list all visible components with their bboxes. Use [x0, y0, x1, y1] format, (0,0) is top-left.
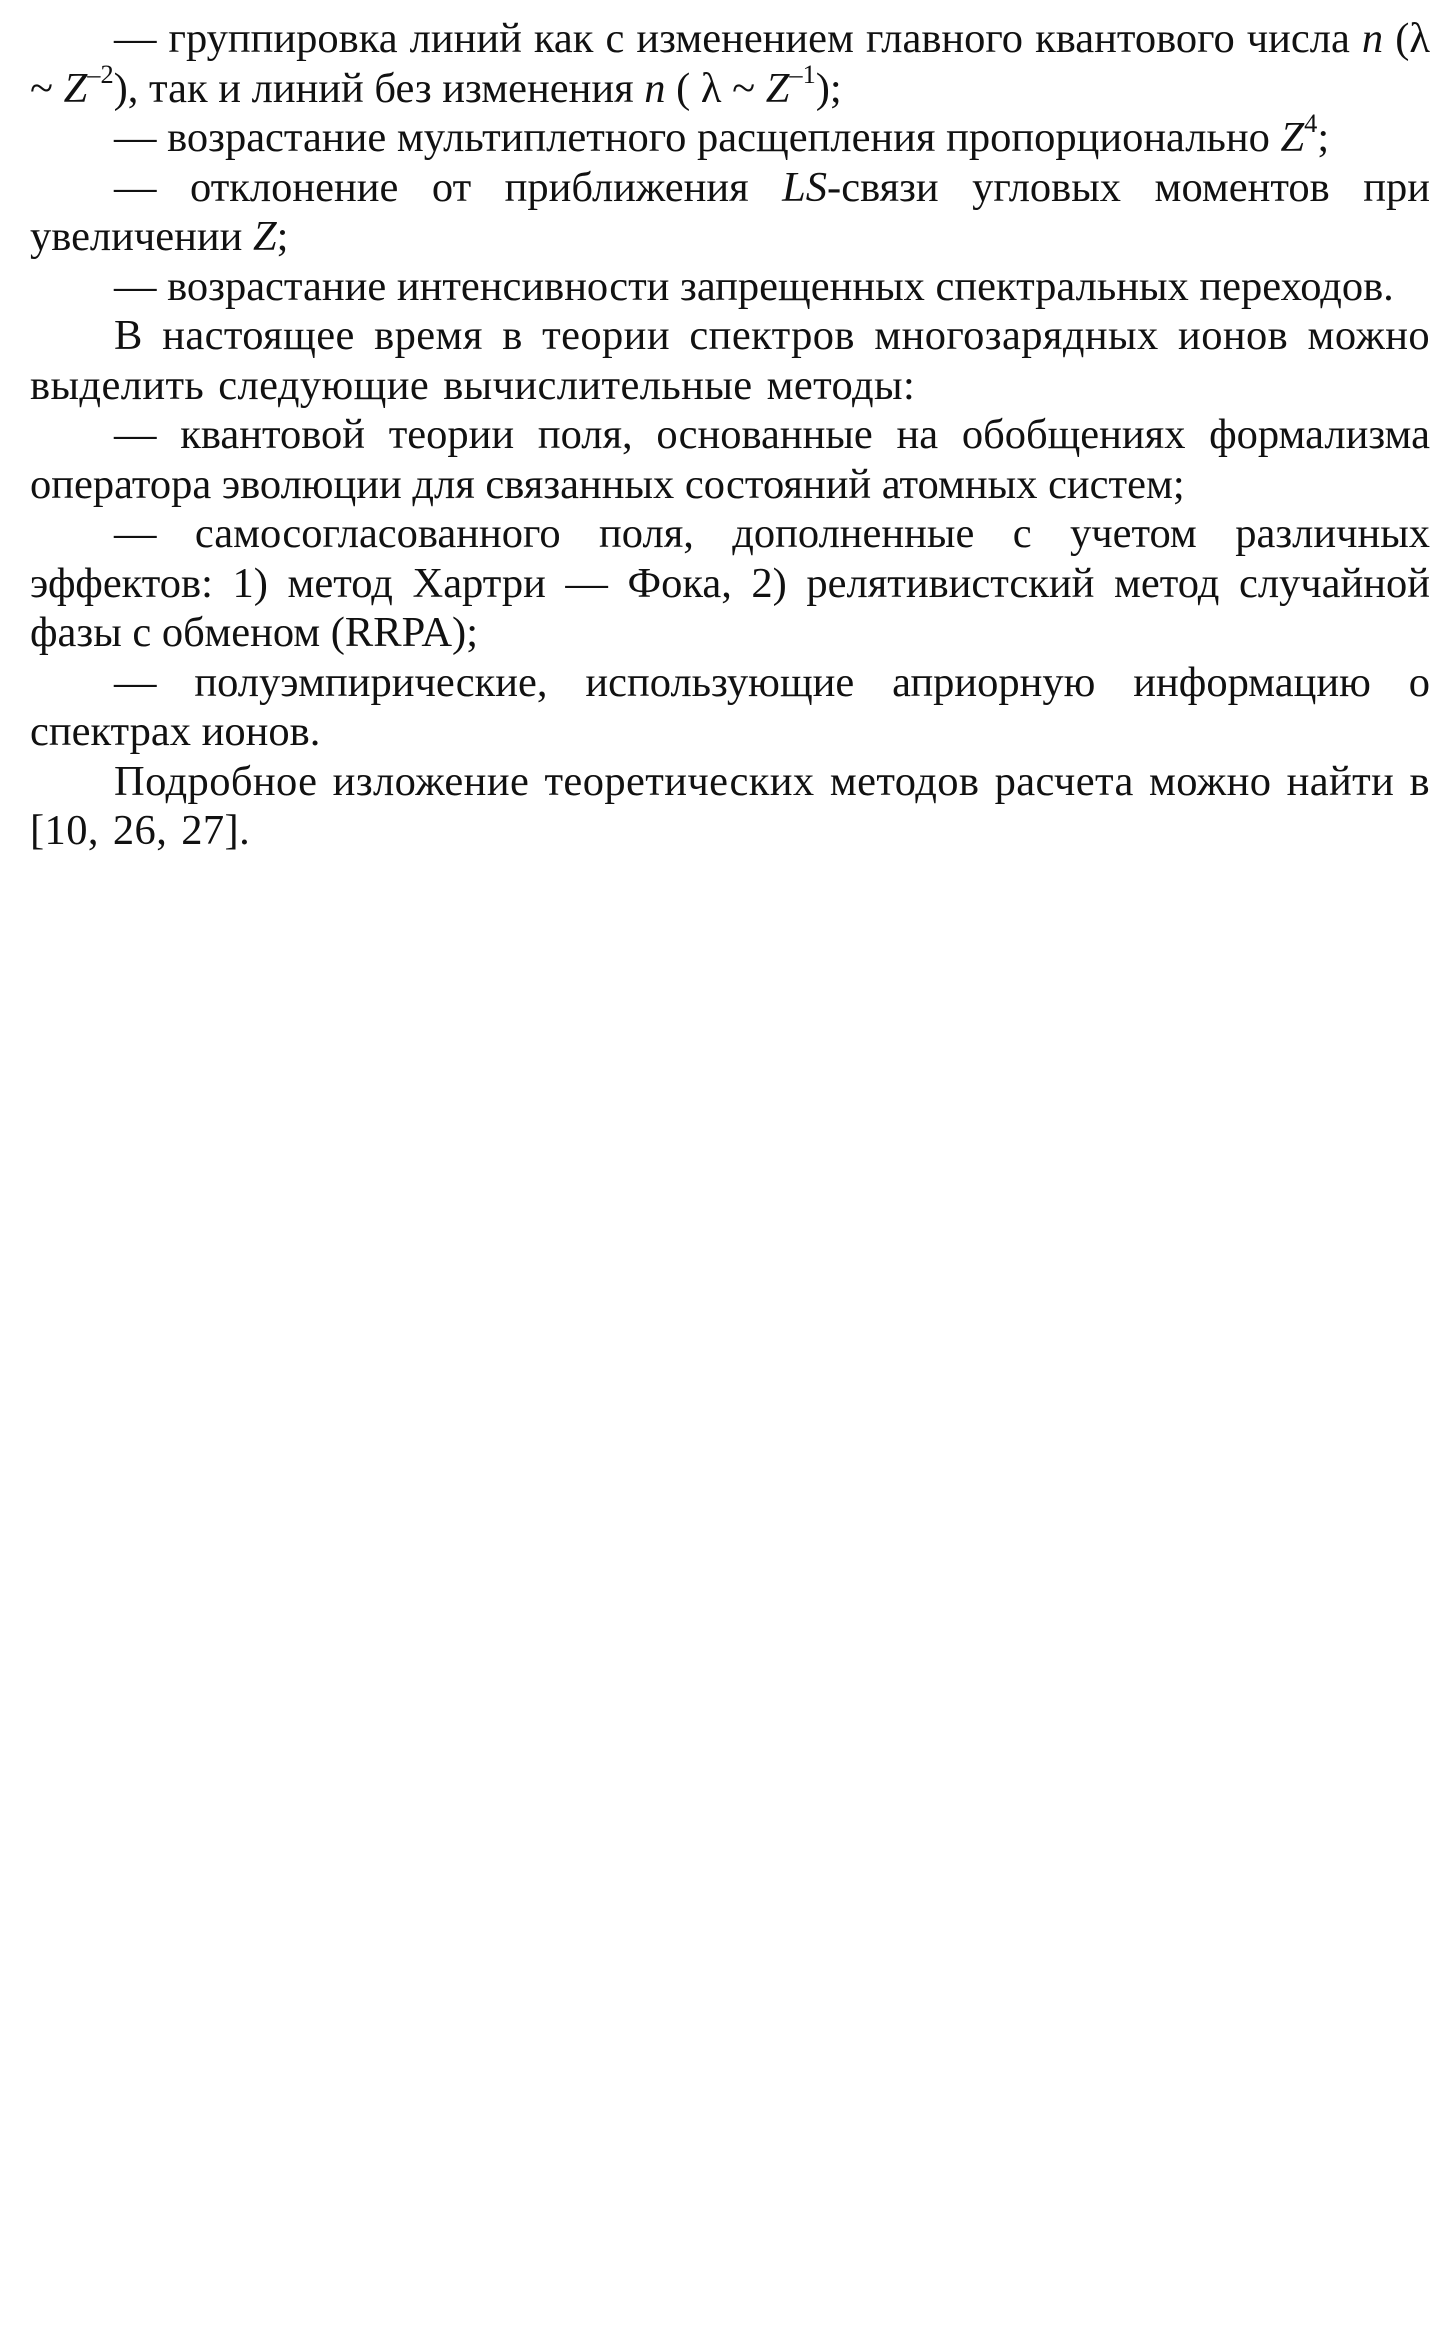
paragraph-ls-coupling: [30, 163, 1430, 262]
exponent: –2: [87, 59, 114, 89]
paragraph-methods-intro: В настоящее время в теории спектров многозарядных ионов можно выделить следующие вычислительные методы:: [30, 312, 1430, 409]
variable-z: Z: [1280, 114, 1305, 161]
text-segment: — возрастание мультиплетного расщепления пропорционально: [114, 114, 1281, 161]
text-segment: — группировка линий как с изменением главного квантового числа: [114, 15, 1362, 62]
paragraph-forbidden-transitions: — возрастание интенсивности запрещенных спектральных переходов.: [114, 262, 1394, 310]
ls-coupling-term: LS: [782, 163, 828, 211]
paragraph-references: Подробное изложение теоретических методов расчета можно найти в [10, 26, 27].: [30, 757, 1430, 854]
exponent: –1: [789, 59, 816, 89]
text-segment: -связи угловых моментов при увеличении: [30, 163, 1430, 260]
text-segment: );: [815, 64, 842, 112]
text-segment: ;: [276, 213, 289, 260]
paragraph-semiempirical-methods: — полуэмпирические, использующие априорную информацию о спектрах ионов.: [30, 658, 1430, 755]
exponent: 4: [1304, 109, 1318, 139]
text-segment: ), так и линий без изменения: [113, 64, 645, 112]
variable-z: Z: [765, 64, 790, 112]
text-segment: ;: [1317, 114, 1330, 161]
paragraph-line-grouping: [30, 14, 1430, 113]
variable-n: n: [1361, 15, 1384, 62]
variable-z: Z: [63, 64, 88, 112]
text-segment: — отклонение от приближения: [114, 163, 783, 211]
paragraph-qft-methods: — квантовой теории поля, основанные на обобщениях формализма оператора эволюции для связанных состояний атомных систем;: [30, 411, 1430, 508]
variable-n: n: [644, 64, 666, 112]
text-segment: ( λ ~: [665, 64, 766, 112]
paragraph-multiplet-splitting: [30, 109, 1430, 163]
document-page: [30, 14, 1430, 856]
variable-z: Z: [252, 213, 277, 260]
text-segment: (λ ~: [30, 15, 1430, 112]
paragraph-scf-methods: — самосогласованного поля, дополненные с учетом различных эффектов: 1) метод Хартри — Фока, 2) релятивистский метод случайной фазы с обменом (RRPA);: [30, 510, 1430, 656]
